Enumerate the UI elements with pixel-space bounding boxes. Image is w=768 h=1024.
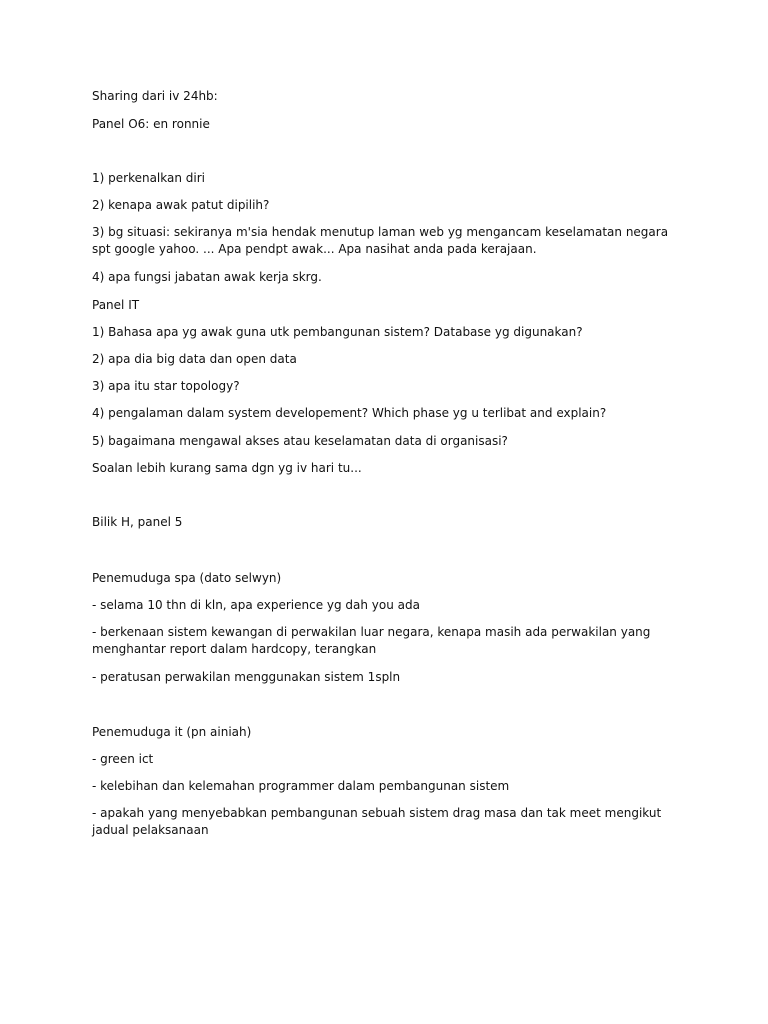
note-line: Soalan lebih kurang sama dgn yg iv hari tu... bbox=[92, 461, 362, 475]
question-line: 2) apa dia big data dan open data bbox=[92, 352, 297, 366]
section-heading: Panel IT bbox=[92, 298, 140, 312]
question-paragraph: - berkenaan sistem kewangan di perwakilan luar negara, kenapa masih ada perwakilan yang menghantar report dalam hardcopy, terangkan bbox=[92, 625, 651, 656]
question-line: 1) Bahasa apa yg awak guna utk pembangunan sistem? Database yg digunakan? bbox=[92, 325, 583, 339]
section-heading: Bilik H, panel 5 bbox=[92, 515, 183, 529]
question-paragraph: - apakah yang menyebabkan pembangunan sebuah sistem drag masa dan tak meet mengikut jadual pelaksanaan bbox=[92, 806, 662, 837]
question-line: 3) apa itu star topology? bbox=[92, 379, 240, 393]
question-line: - green ict bbox=[92, 752, 154, 766]
question-line: 4) pengalaman dalam system developement? Which phase yg u terlibat and explain? bbox=[92, 406, 607, 420]
question-paragraph: 3) bg situasi: sekiranya m'sia hendak menutup laman web yg mengancam keselamatan negara spt google yahoo. ... Apa pendpt awak... Apa nasihat anda pada kerajaan. bbox=[92, 225, 669, 256]
interviewer-heading: Penemuduga it (pn ainiah) bbox=[92, 725, 252, 739]
question-line: - peratusan perwakilan menggunakan sistem 1spln bbox=[92, 670, 401, 684]
panel-heading: Panel O6: en ronnie bbox=[92, 117, 210, 131]
question-line: 2) kenapa awak patut dipilih? bbox=[92, 198, 270, 212]
question-line: 1) perkenalkan diri bbox=[92, 171, 205, 185]
doc-heading: Sharing dari iv 24hb: bbox=[92, 89, 218, 103]
question-line: - selama 10 thn di kln, apa experience yg dah you ada bbox=[92, 598, 420, 612]
question-line: 5) bagaimana mengawal akses atau keselamatan data di organisasi? bbox=[92, 434, 508, 448]
question-line: 4) apa fungsi jabatan awak kerja skrg. bbox=[92, 270, 322, 284]
interviewer-heading: Penemuduga spa (dato selwyn) bbox=[92, 571, 282, 585]
question-line: - kelebihan dan kelemahan programmer dalam pembangunan sistem bbox=[92, 779, 510, 793]
